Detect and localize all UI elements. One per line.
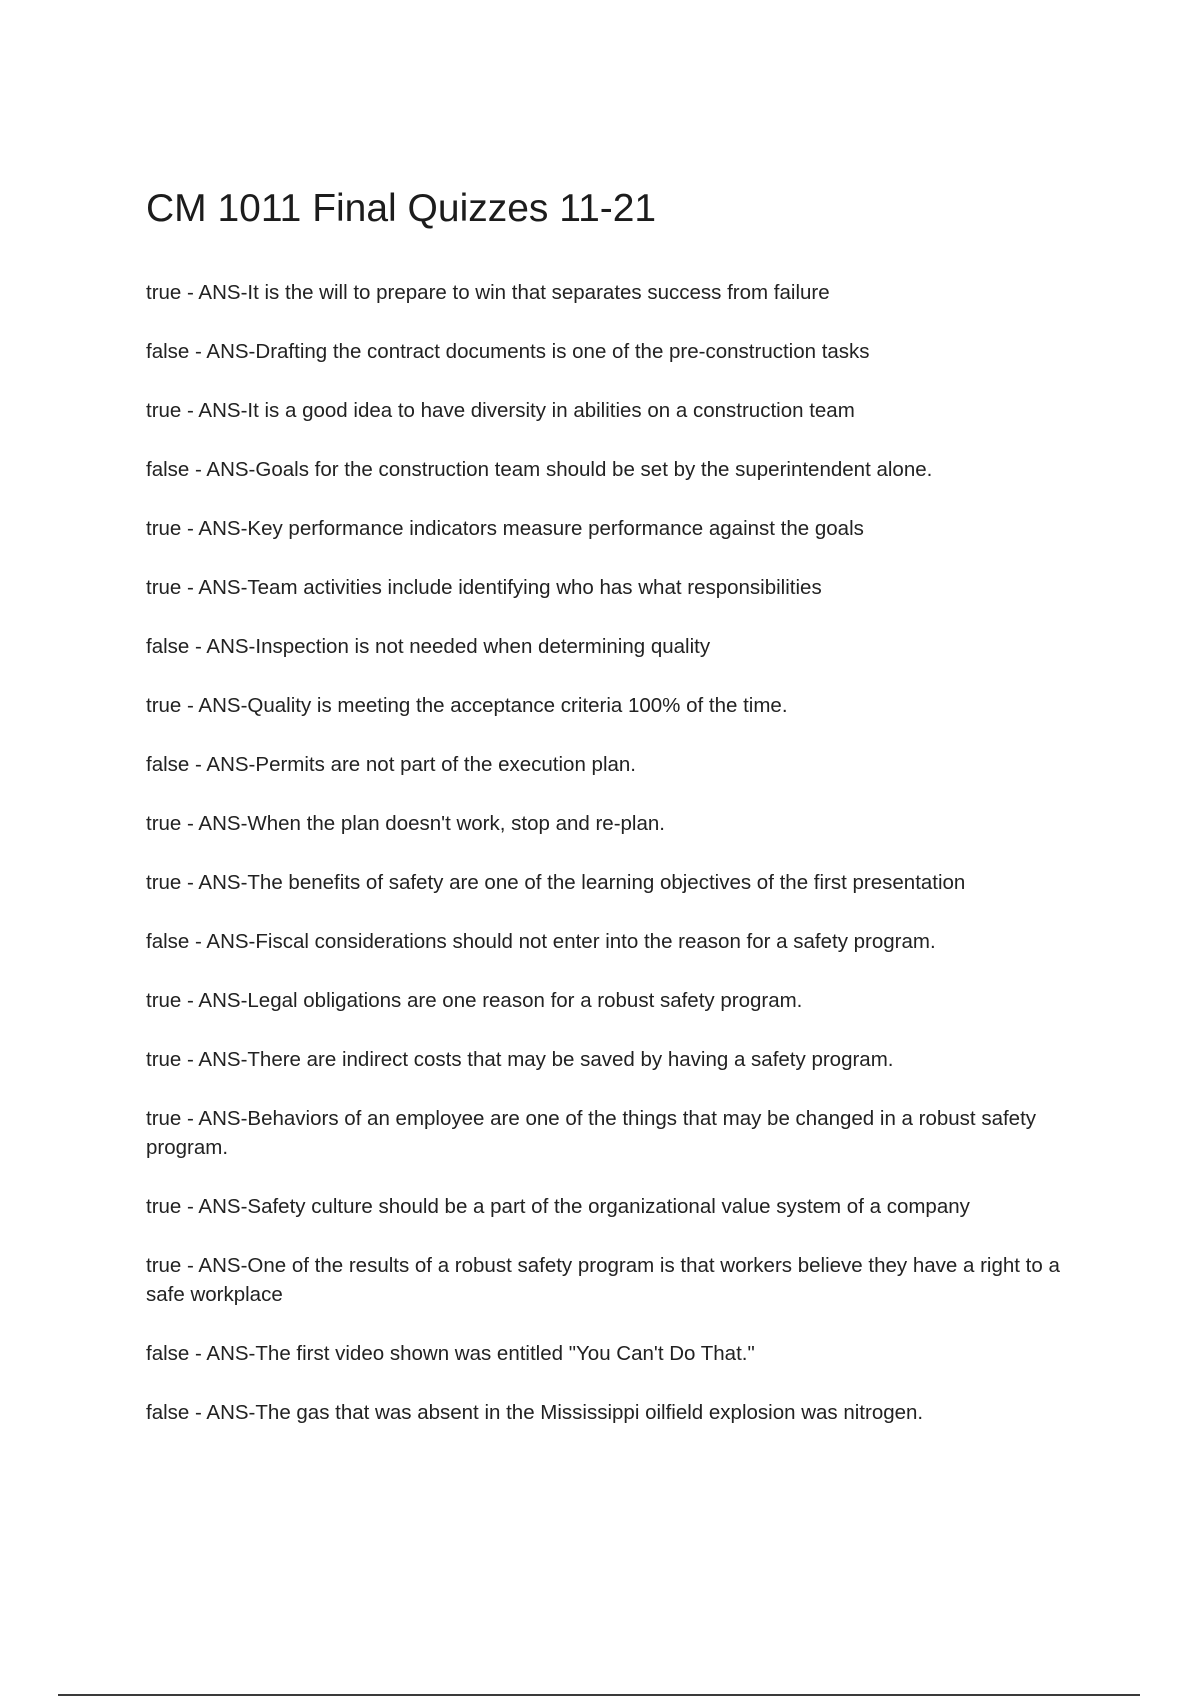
qa-question: Permits are not part of the execution plan. bbox=[255, 753, 636, 776]
qa-answer: false bbox=[146, 635, 190, 658]
qa-question: Fiscal considerations should not enter into the reason for a safety program. bbox=[255, 930, 936, 953]
qa-question: Behaviors of an employee are one of the things that may be changed in a robust safety program. bbox=[146, 1107, 1037, 1159]
qa-answer: false bbox=[146, 930, 190, 953]
qa-answer: true bbox=[146, 871, 182, 894]
qa-separator: - ANS- bbox=[181, 1254, 248, 1277]
qa-question: Inspection is not needed when determining quality bbox=[255, 635, 711, 658]
qa-question: When the plan doesn't work, stop and re-plan. bbox=[247, 812, 665, 835]
qa-separator: - ANS- bbox=[189, 1342, 256, 1365]
qa-answer: false bbox=[146, 458, 190, 481]
qa-answer: true bbox=[146, 281, 182, 304]
qa-question: The gas that was absent in the Mississippi oilfield explosion was nitrogen. bbox=[255, 1401, 924, 1424]
qa-separator: - ANS- bbox=[181, 1107, 248, 1130]
qa-item bbox=[146, 573, 1066, 602]
qa-item bbox=[146, 455, 1066, 484]
qa-item bbox=[146, 632, 1066, 661]
qa-item bbox=[146, 278, 1066, 307]
qa-question: Drafting the contract documents is one of the pre-construction tasks bbox=[255, 340, 870, 363]
qa-separator: - ANS- bbox=[181, 517, 248, 540]
qa-question: Goals for the construction team should be set by the superintendent alone. bbox=[255, 458, 933, 481]
qa-answer: false bbox=[146, 1342, 190, 1365]
footer-divider bbox=[58, 1694, 1140, 1696]
qa-separator: - ANS- bbox=[181, 1048, 248, 1071]
qa-item bbox=[146, 1251, 1066, 1309]
qa-separator: - ANS- bbox=[181, 399, 248, 422]
qa-separator: - ANS- bbox=[189, 635, 256, 658]
qa-separator: - ANS- bbox=[189, 340, 256, 363]
qa-question: Team activities include identifying who has what responsibilities bbox=[247, 576, 822, 599]
qa-separator: - ANS- bbox=[181, 989, 248, 1012]
qa-answer: true bbox=[146, 576, 182, 599]
qa-question: The first video shown was entitled "You Can't Do That." bbox=[255, 1342, 755, 1365]
qa-separator: - ANS- bbox=[181, 1195, 248, 1218]
qa-separator: - ANS- bbox=[189, 458, 256, 481]
qa-question: Quality is meeting the acceptance criteria 100% of the time. bbox=[247, 694, 788, 717]
qa-item bbox=[146, 514, 1066, 543]
qa-question: There are indirect costs that may be saved by having a safety program. bbox=[247, 1048, 894, 1071]
qa-answer: false bbox=[146, 340, 190, 363]
qa-separator: - ANS- bbox=[189, 753, 256, 776]
qa-separator: - ANS- bbox=[189, 930, 256, 953]
qa-item bbox=[146, 1192, 1066, 1221]
qa-question: The benefits of safety are one of the learning objectives of the first presentation bbox=[247, 871, 966, 894]
qa-item bbox=[146, 750, 1066, 779]
qa-item bbox=[146, 927, 1066, 956]
qa-item bbox=[146, 337, 1066, 366]
qa-answer: true bbox=[146, 1254, 182, 1277]
qa-question: It is the will to prepare to win that separates success from failure bbox=[247, 281, 830, 304]
qa-answer: true bbox=[146, 399, 182, 422]
qa-item bbox=[146, 1398, 1066, 1427]
qa-item bbox=[146, 809, 1066, 838]
qa-separator: - ANS- bbox=[181, 576, 248, 599]
qa-item bbox=[146, 691, 1066, 720]
qa-answer: true bbox=[146, 989, 182, 1012]
qa-answer: true bbox=[146, 1195, 182, 1218]
qa-answer: true bbox=[146, 1107, 182, 1130]
qa-answer: false bbox=[146, 1401, 190, 1424]
qa-separator: - ANS- bbox=[181, 871, 248, 894]
qa-separator: - ANS- bbox=[181, 812, 248, 835]
qa-item bbox=[146, 868, 1066, 897]
qa-question: One of the results of a robust safety program is that workers believe they have a right to a safe workplace bbox=[146, 1254, 1060, 1306]
qa-answer: true bbox=[146, 517, 182, 540]
qa-question: Legal obligations are one reason for a robust safety program. bbox=[247, 989, 803, 1012]
qa-question: It is a good idea to have diversity in abilities on a construction team bbox=[247, 399, 855, 422]
qa-item bbox=[146, 1339, 1066, 1368]
qa-item bbox=[146, 986, 1066, 1015]
qa-answer: false bbox=[146, 753, 190, 776]
qa-item bbox=[146, 1104, 1066, 1162]
qa-question: Key performance indicators measure performance against the goals bbox=[247, 517, 864, 540]
qa-list bbox=[146, 278, 1066, 1457]
qa-answer: true bbox=[146, 694, 182, 717]
qa-item bbox=[146, 396, 1066, 425]
qa-item bbox=[146, 1045, 1066, 1074]
qa-answer: true bbox=[146, 812, 182, 835]
qa-question: Safety culture should be a part of the organizational value system of a company bbox=[247, 1195, 970, 1218]
qa-answer: true bbox=[146, 1048, 182, 1071]
qa-separator: - ANS- bbox=[181, 694, 248, 717]
document-title: CM 1011 Final Quizzes 11-21 bbox=[146, 187, 657, 230]
qa-separator: - ANS- bbox=[189, 1401, 256, 1424]
qa-separator: - ANS- bbox=[181, 281, 248, 304]
